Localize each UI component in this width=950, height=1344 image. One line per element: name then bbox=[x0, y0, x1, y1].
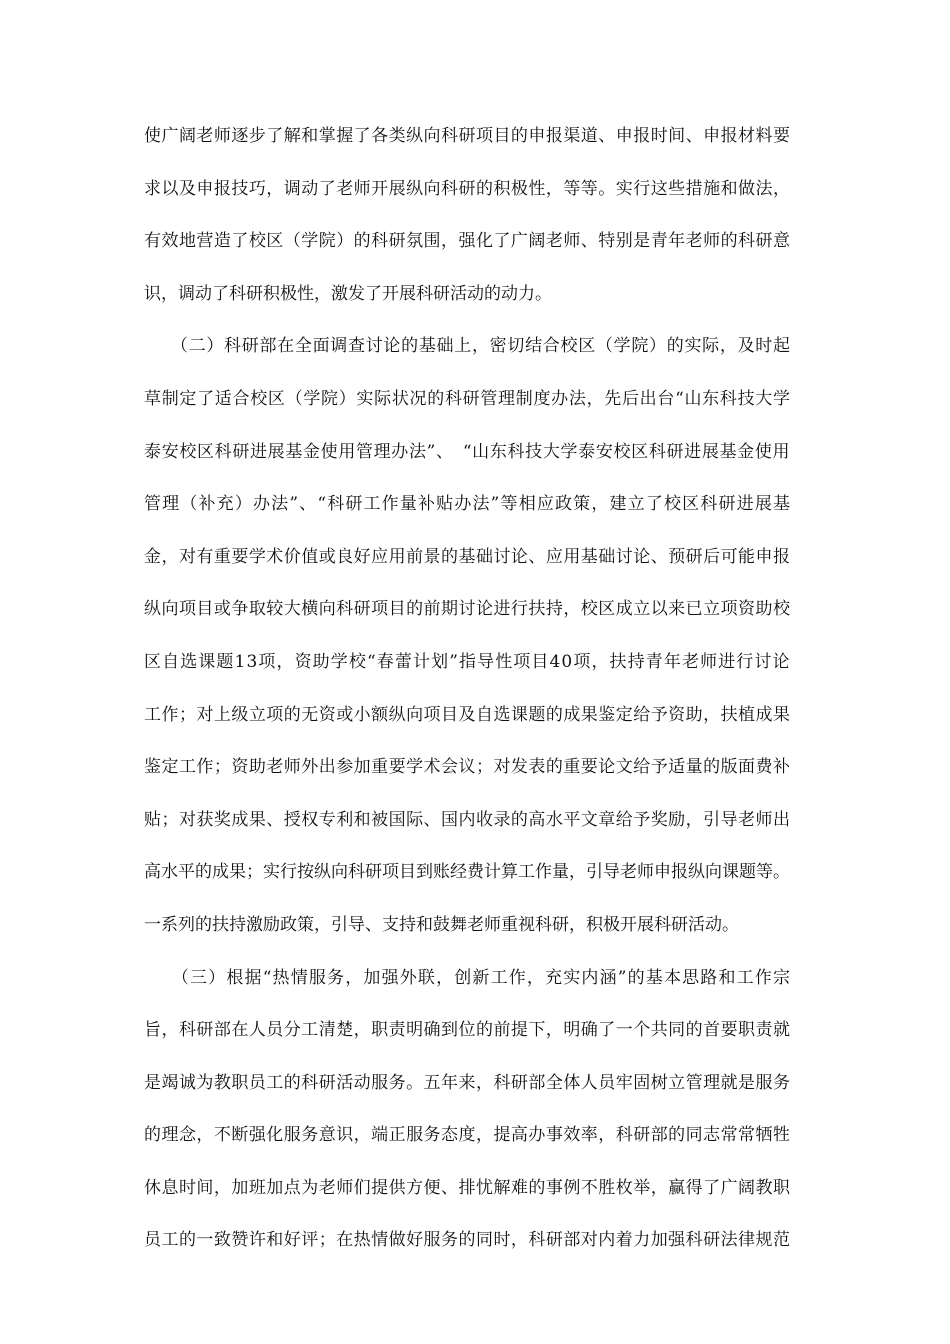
text-line bbox=[144, 1117, 808, 1170]
text-line bbox=[144, 644, 808, 697]
text-line bbox=[144, 118, 808, 171]
text-line bbox=[144, 434, 808, 487]
text-line-content: 管理（补充）办法”、“科研工作量补贴办法”等相应政策，建立了校区科研进展基 bbox=[144, 494, 792, 515]
text-line-content: 高水平的成果；实行按纵向科研项目到账经费计算工作量，引导老师申报纵向课题等。 bbox=[144, 862, 790, 883]
text-line-content: 鉴定工作；资助老师外出参加重要学术会议；对发表的重要论文给予适量的版面费补 bbox=[144, 757, 791, 778]
text-line-content: 的理念，不断强化服务意识，端正服务态度，提高办事效率，科研部的同志常常牺牲 bbox=[144, 1125, 791, 1146]
text-line bbox=[144, 171, 808, 224]
text-line-content: 草制定了适合校区（学院）实际状况的科研管理制度办法，先后出台“山东科技大学 bbox=[144, 388, 791, 409]
text-line bbox=[144, 960, 808, 1013]
text-line bbox=[144, 854, 808, 907]
text-line bbox=[144, 697, 808, 750]
text-line-content: 区自选课题13项，资助学校“春蕾计划”指导性项目40项，扶持青年老师进行讨论 bbox=[144, 651, 791, 672]
text-line bbox=[144, 1012, 808, 1065]
text-line-content: 纵向项目或争取较大横向科研项目的前期讨论进行扶持，校区成立以来已立项资助校 bbox=[144, 599, 791, 620]
body-text bbox=[144, 118, 808, 1275]
text-line-content: 有效地营造了校区（学院）的科研氛围，强化了广阔老师、特别是青年老师的科研意 bbox=[144, 231, 791, 252]
text-line-content: 工作；对上级立项的无资或小额纵向项目及自选课题的成果鉴定给予资助，扶植成果 bbox=[144, 704, 791, 725]
text-line bbox=[144, 381, 808, 434]
text-line bbox=[144, 907, 808, 960]
text-line bbox=[144, 802, 808, 855]
text-line-content: 一系列的扶持激励政策，引导、支持和鼓舞老师重视科研，积极开展科研活动。 bbox=[144, 914, 739, 935]
text-line-content: 使广阔老师逐步了解和掌握了各类纵向科研项目的申报渠道、申报时间、申报材料要 bbox=[144, 126, 791, 146]
text-line bbox=[144, 328, 808, 381]
text-line-content: （三）根据“热情服务，加强外联，创新工作，充实内涵”的基本思路和工作宗 bbox=[144, 967, 792, 988]
text-line bbox=[144, 539, 808, 592]
text-line-content: 金，对有重要学术价值或良好应用前景的基础讨论、应用基础讨论、预研后可能申报 bbox=[144, 546, 791, 567]
text-line bbox=[144, 1065, 808, 1118]
text-line-content: 旨，科研部在人员分工清楚，职责明确到位的前提下，明确了一个共同的首要职责就 bbox=[144, 1020, 791, 1041]
text-line-content: （二）科研部在全面调查讨论的基础上，密切结合校区（学院）的实际，及时起 bbox=[144, 336, 791, 357]
text-line-content: 贴；对获奖成果、授权专利和被国际、国内收录的高水平文章给予奖励，引导老师出 bbox=[144, 809, 791, 830]
text-line bbox=[144, 1170, 808, 1223]
text-line bbox=[144, 591, 808, 644]
text-line-content: 泰安校区科研进展基金使用管理办法”、 “山东科技大学泰安校区科研进展基金使用 bbox=[144, 441, 791, 462]
text-line bbox=[144, 276, 808, 329]
text-line bbox=[144, 749, 808, 802]
text-line-content: 识，调动了科研积极性，激发了开展科研活动的动力。 bbox=[144, 283, 552, 304]
text-line bbox=[144, 486, 808, 539]
text-line bbox=[144, 223, 808, 276]
text-line-content: 员工的一致赞许和好评；在热情做好服务的同时，科研部对内着力加强科研法律规范 bbox=[144, 1230, 791, 1251]
text-line-content: 求以及申报技巧，调动了老师开展纵向科研的积极性，等等。实行这些措施和做法， bbox=[144, 178, 791, 199]
text-line-content: 是竭诚为教职员工的科研活动服务。五年来，科研部全体人员牢固树立管理就是服务 bbox=[144, 1072, 791, 1093]
text-line bbox=[144, 1222, 808, 1275]
text-line-content: 休息时间，加班加点为老师们提供方便、排忧解难的事例不胜枚举，赢得了广阔教职 bbox=[144, 1177, 791, 1198]
